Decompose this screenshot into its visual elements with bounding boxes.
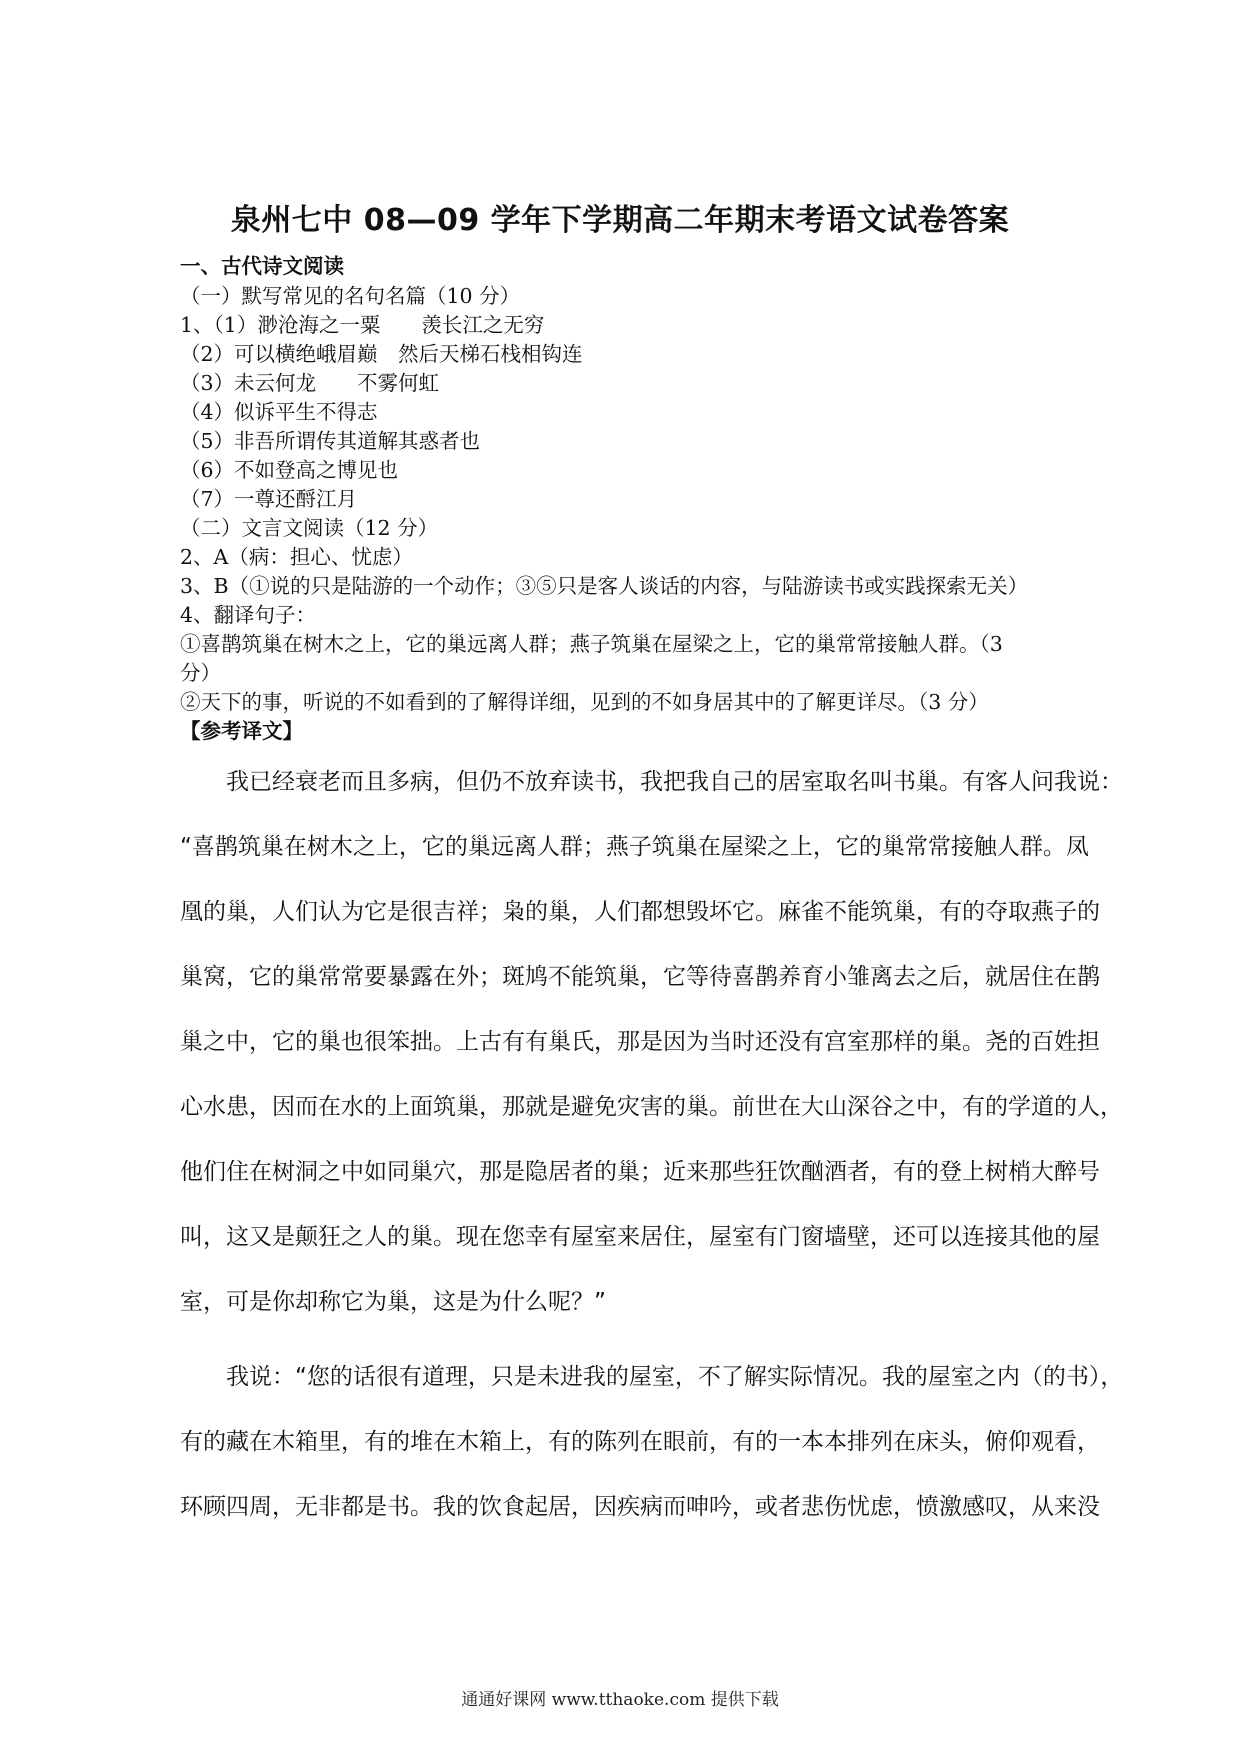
answer-line: （5）非吾所谓传其道解其惑者也 xyxy=(180,429,481,453)
answer-line: 2、A（病：担心、忧虑） xyxy=(180,545,413,569)
subsection-heading: （二）文言文阅读（12 分） xyxy=(180,516,439,540)
page-title: 泉州七中 08—09 学年下学期高二年期末考语文试卷答案 xyxy=(230,203,1010,238)
answer-line: 分） xyxy=(180,661,221,685)
answer-line: （4）似诉平生不得志 xyxy=(180,400,378,424)
answer-line: 3、B（①说的只是陆游的一个动作；③⑤只是客人谈话的内容，与陆游读书或实践探索无关） xyxy=(180,574,1029,598)
answer-line: ①喜鹊筑巢在树木之上，它的巢远离人群；燕子筑巢在屋梁之上，它的巢常常接触人群。（3 xyxy=(180,632,1003,656)
answer-line: ②天下的事，听说的不如看到的了解得详细，见到的不如身居其中的了解更详尽。（3 分） xyxy=(180,690,989,714)
translation-paragraph-2 xyxy=(180,1345,1124,1540)
translation-paragraph-1 xyxy=(180,750,1123,1335)
answer-line: （7）一尊还酹江月 xyxy=(180,487,358,511)
answer-line: 1、（1）渺沧海之一粟 羡长江之无穷 xyxy=(180,313,545,337)
subsection-heading: （一）默写常见的名句名篇（10 分） xyxy=(180,284,521,308)
translation-line: 巢之中，它的巢也很笨拙。上古有有巢氏，那是因为当时还没有宫室那样的巢。尧的百姓担 xyxy=(180,1029,1100,1055)
reference-heading: 【参考译文】 xyxy=(180,719,303,743)
translation-line: 他们住在树洞之中如同巢穴，那是隐居者的巢；近来那些狂饮酗酒者，有的登上树梢大醉号 xyxy=(180,1159,1100,1185)
translation-line: 巢窝，它的巢常常要暴露在外；斑鸠不能筑巢，它等待喜鹊养育小雏离去之后，就居住在鹊 xyxy=(180,964,1100,990)
translation-line: “喜鹊筑巢在树木之上，它的巢远离人群；燕子筑巢在屋梁之上，它的巢常常接触人群。凤 xyxy=(180,834,1089,860)
translation-line: 我说：“您的话很有道理，只是未进我的屋室，不了解实际情况。我的屋室之内（的书）， xyxy=(180,1364,1124,1390)
page-footer: 通通好课网 www.tthaoke.com 提供下载 xyxy=(461,1690,779,1710)
translation-line: 心水患，因而在水的上面筑巢，那就是避免灾害的巢。前世在大山深谷之中，有的学道的人， xyxy=(180,1094,1123,1120)
translation-line: 我已经衰老而且多病，但仍不放弃读书，我把我自己的居室取名叫书巢。有客人问我说： xyxy=(180,769,1123,795)
translation-line: 凰的巢，人们认为它是很吉祥；枭的巢，人们都想毁坏它。麻雀不能筑巢，有的夺取燕子的 xyxy=(180,899,1100,925)
translation-line: 室，可是你却称它为巢，这是为什么呢？” xyxy=(180,1289,606,1315)
translation-line: 环顾四周，无非都是书。我的饮食起居，因疾病而呻吟，或者悲伤忧虑，愤激感叹，从来没 xyxy=(180,1494,1100,1520)
section-heading: 一、古代诗文阅读 xyxy=(180,254,344,278)
answer-line: （3）未云何龙 不雾何虹 xyxy=(180,371,440,395)
answer-line: 4、翻译句子： xyxy=(180,603,317,627)
translation-line: 有的藏在木箱里，有的堆在木箱上，有的陈列在眼前，有的一本本排列在床头，俯仰观看， xyxy=(180,1429,1100,1455)
translation-line: 叫，这又是颠狂之人的巢。现在您幸有屋室来居住，屋室有门窗墙壁，还可以连接其他的屋 xyxy=(180,1224,1100,1250)
answer-line: （2）可以横绝峨眉巅 然后天梯石栈相钩连 xyxy=(180,342,583,366)
answer-line: （6）不如登高之博见也 xyxy=(180,458,399,482)
